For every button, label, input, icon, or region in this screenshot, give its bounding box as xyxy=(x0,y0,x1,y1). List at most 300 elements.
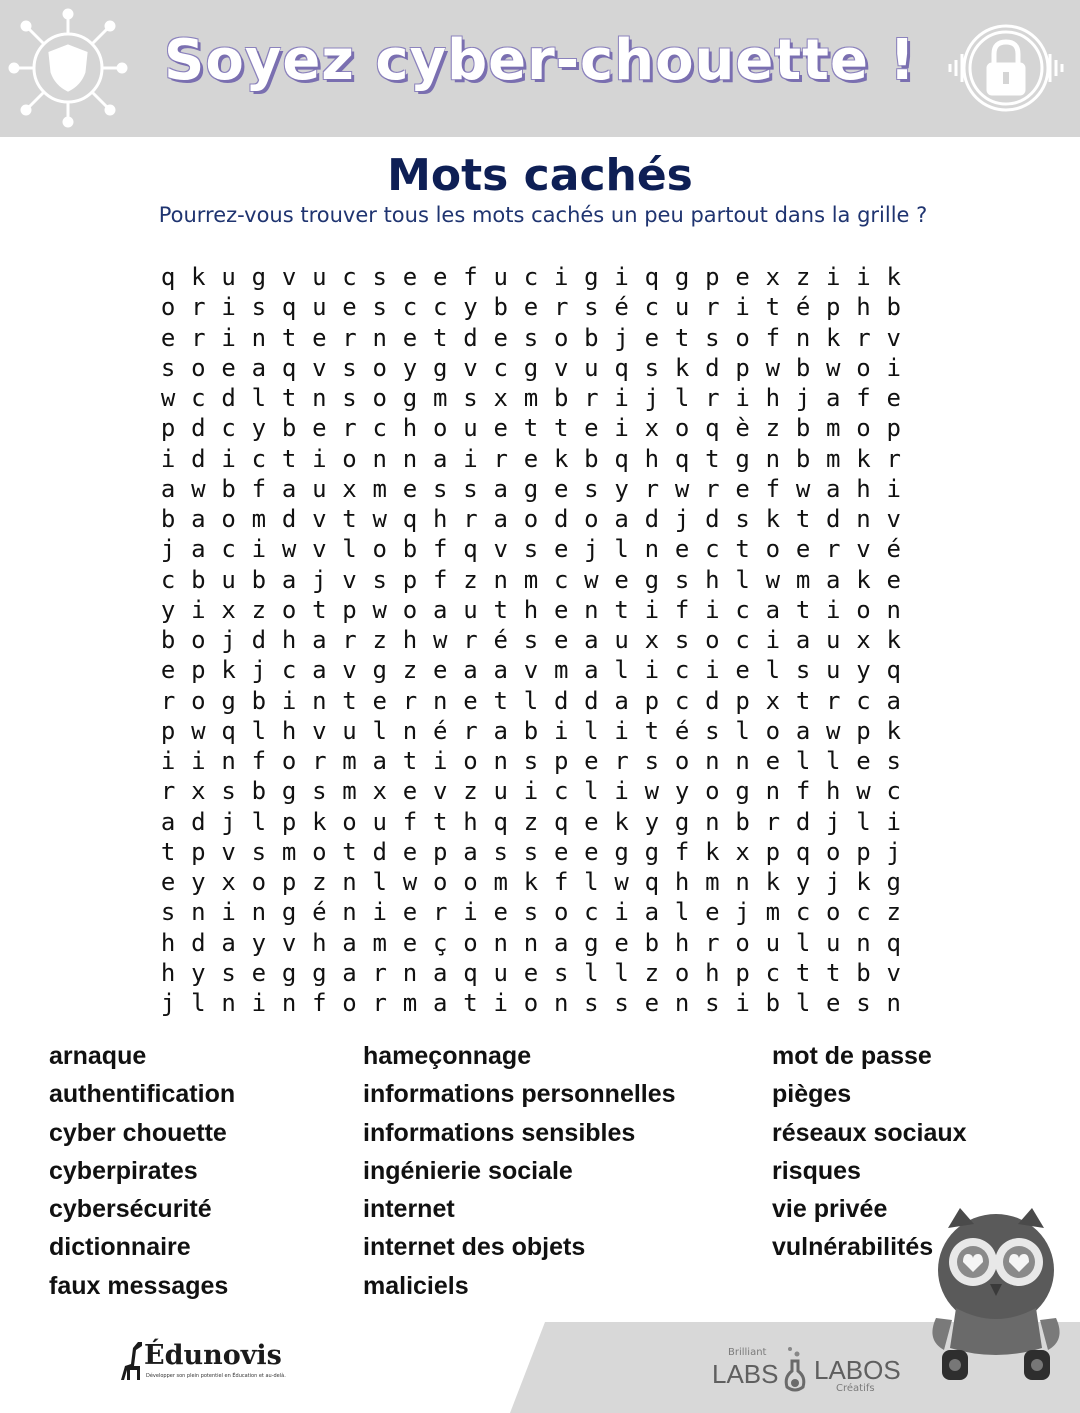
grid-letter[interactable]: g xyxy=(433,353,448,382)
grid-letter[interactable]: s xyxy=(644,747,660,775)
grid-letter[interactable]: p xyxy=(856,837,871,866)
grid-letter[interactable]: é xyxy=(614,293,629,322)
grid-letter[interactable]: i xyxy=(765,626,781,654)
grid-letter[interactable]: g xyxy=(886,868,901,896)
grid-letter[interactable]: o xyxy=(584,505,599,533)
grid-letter[interactable]: g xyxy=(584,928,599,957)
grid-letter[interactable]: o xyxy=(433,414,448,443)
grid-letter[interactable]: c xyxy=(584,898,599,927)
grid-letter[interactable]: b xyxy=(795,444,811,473)
grid-letter[interactable]: f xyxy=(402,807,418,836)
grid-letter[interactable]: u xyxy=(221,263,236,291)
grid-letter[interactable]: m xyxy=(705,868,720,896)
grid-letter[interactable]: n xyxy=(402,716,418,745)
grid-letter[interactable]: é xyxy=(433,716,448,745)
grid-letter[interactable]: k xyxy=(705,837,720,866)
grid-letter[interactable]: s xyxy=(463,474,478,503)
grid-letter[interactable]: t xyxy=(402,747,418,775)
grid-letter[interactable]: i xyxy=(705,595,720,624)
grid-letter[interactable]: x xyxy=(765,686,781,715)
grid-letter[interactable]: p xyxy=(553,747,569,775)
grid-letter[interactable]: o xyxy=(281,595,297,624)
grid-letter[interactable]: z xyxy=(463,777,478,806)
grid-letter[interactable]: a xyxy=(251,353,267,382)
grid-letter[interactable]: n xyxy=(493,928,508,957)
grid-letter[interactable]: e xyxy=(826,989,841,1017)
grid-letter[interactable]: s xyxy=(493,837,508,866)
grid-letter[interactable]: è xyxy=(735,414,750,443)
grid-letter[interactable]: i xyxy=(523,777,539,806)
grid-letter[interactable]: i xyxy=(886,353,901,382)
grid-letter[interactable]: e xyxy=(735,656,750,685)
grid-letter[interactable]: z xyxy=(463,565,478,594)
grid-letter[interactable]: j xyxy=(826,868,841,896)
grid-letter[interactable]: n xyxy=(191,898,206,927)
grid-letter[interactable]: c xyxy=(553,777,569,806)
grid-letter[interactable]: l xyxy=(372,868,387,896)
grid-letter[interactable]: j xyxy=(795,384,811,412)
grid-letter[interactable]: i xyxy=(372,898,387,927)
grid-letter[interactable]: q xyxy=(553,807,569,836)
grid-letter[interactable]: q xyxy=(795,837,811,866)
grid-letter[interactable]: b xyxy=(281,414,297,443)
grid-letter[interactable]: g xyxy=(674,263,690,291)
grid-letter[interactable]: s xyxy=(160,353,176,382)
grid-letter[interactable]: r xyxy=(886,444,901,473)
grid-letter[interactable]: o xyxy=(372,535,387,564)
grid-letter[interactable]: é xyxy=(795,293,811,322)
grid-letter[interactable]: e xyxy=(584,414,599,443)
grid-letter[interactable]: o xyxy=(312,837,327,866)
grid-letter[interactable]: t xyxy=(795,505,811,533)
grid-letter[interactable]: n xyxy=(402,958,418,987)
grid-letter[interactable]: a xyxy=(826,474,841,503)
grid-letter[interactable]: l xyxy=(251,716,267,745)
grid-letter[interactable]: b xyxy=(251,777,267,806)
grid-letter[interactable]: f xyxy=(765,474,781,503)
grid-letter[interactable]: o xyxy=(826,837,841,866)
grid-letter[interactable]: u xyxy=(463,595,478,624)
grid-letter[interactable]: a xyxy=(644,898,660,927)
grid-letter[interactable]: m xyxy=(372,928,387,957)
grid-letter[interactable]: w xyxy=(281,535,297,564)
grid-letter[interactable]: k xyxy=(856,565,871,594)
grid-letter[interactable]: c xyxy=(402,293,418,322)
grid-letter[interactable]: e xyxy=(553,595,569,624)
grid-letter[interactable]: b xyxy=(856,958,871,987)
grid-letter[interactable]: w xyxy=(644,777,660,806)
grid-letter[interactable]: l xyxy=(584,777,599,806)
grid-letter[interactable]: i xyxy=(614,716,629,745)
grid-letter[interactable]: l xyxy=(523,686,539,715)
grid-letter[interactable]: h xyxy=(644,444,660,473)
grid-letter[interactable]: e xyxy=(402,777,418,806)
grid-letter[interactable]: t xyxy=(160,837,176,866)
grid-letter[interactable]: v xyxy=(493,535,508,564)
grid-letter[interactable]: l xyxy=(191,989,206,1017)
grid-letter[interactable]: o xyxy=(705,626,720,654)
grid-letter[interactable]: q xyxy=(221,716,236,745)
grid-letter[interactable]: b xyxy=(221,474,236,503)
grid-letter[interactable]: d xyxy=(191,444,206,473)
grid-letter[interactable]: i xyxy=(191,747,206,775)
grid-letter[interactable]: e xyxy=(402,928,418,957)
grid-letter[interactable]: a xyxy=(160,807,176,836)
grid-letter[interactable]: y xyxy=(160,595,176,624)
grid-letter[interactable]: e xyxy=(312,323,327,352)
grid-letter[interactable]: l xyxy=(674,384,690,412)
grid-letter[interactable]: u xyxy=(674,293,690,322)
grid-letter[interactable]: c xyxy=(251,444,267,473)
grid-letter[interactable]: a xyxy=(191,505,206,533)
grid-letter[interactable]: p xyxy=(191,656,206,685)
grid-letter[interactable]: e xyxy=(372,686,387,715)
grid-letter[interactable]: u xyxy=(493,263,508,291)
grid-letter[interactable]: c xyxy=(856,898,871,927)
grid-letter[interactable]: g xyxy=(402,384,418,412)
grid-letter[interactable]: r xyxy=(856,323,871,352)
grid-letter[interactable]: t xyxy=(735,535,750,564)
grid-letter[interactable]: b xyxy=(644,928,660,957)
grid-letter[interactable]: d xyxy=(705,505,720,533)
grid-letter[interactable]: q xyxy=(281,353,297,382)
grid-letter[interactable]: k xyxy=(312,807,327,836)
grid-letter[interactable]: n xyxy=(372,323,387,352)
grid-letter[interactable]: v xyxy=(433,777,448,806)
grid-letter[interactable]: b xyxy=(191,565,206,594)
grid-letter[interactable]: e xyxy=(160,868,176,896)
grid-letter[interactable]: s xyxy=(523,898,539,927)
grid-letter[interactable]: p xyxy=(191,837,206,866)
grid-letter[interactable]: m xyxy=(342,747,357,775)
grid-letter[interactable]: p xyxy=(886,414,901,443)
grid-letter[interactable]: x xyxy=(644,626,660,654)
grid-letter[interactable]: n xyxy=(795,323,811,352)
grid-letter[interactable]: i xyxy=(614,777,629,806)
grid-letter[interactable]: i xyxy=(191,595,206,624)
grid-letter[interactable]: r xyxy=(191,323,206,352)
grid-letter[interactable]: r xyxy=(433,898,448,927)
grid-letter[interactable]: o xyxy=(160,293,176,322)
grid-letter[interactable]: g xyxy=(523,353,539,382)
grid-letter[interactable]: o xyxy=(735,928,750,957)
grid-letter[interactable]: e xyxy=(493,323,508,352)
grid-letter[interactable]: s xyxy=(251,293,267,322)
grid-letter[interactable]: o xyxy=(856,595,871,624)
grid-letter[interactable]: j xyxy=(674,505,690,533)
grid-letter[interactable]: s xyxy=(160,898,176,927)
grid-letter[interactable]: b xyxy=(735,807,750,836)
grid-letter[interactable]: y xyxy=(795,868,811,896)
grid-letter[interactable]: f xyxy=(674,837,690,866)
grid-letter[interactable]: l xyxy=(674,898,690,927)
grid-letter[interactable]: o xyxy=(251,868,267,896)
grid-letter[interactable]: c xyxy=(735,595,750,624)
grid-letter[interactable]: s xyxy=(584,474,599,503)
grid-letter[interactable]: s xyxy=(342,353,357,382)
grid-letter[interactable]: j xyxy=(735,898,750,927)
grid-letter[interactable]: s xyxy=(735,505,750,533)
grid-letter[interactable]: r xyxy=(644,474,660,503)
grid-letter[interactable]: w xyxy=(614,868,629,896)
grid-letter[interactable]: l xyxy=(795,989,811,1017)
grid-letter[interactable]: é xyxy=(312,898,327,927)
grid-letter[interactable]: q xyxy=(160,263,176,291)
grid-letter[interactable]: g xyxy=(251,263,267,291)
grid-letter[interactable]: h xyxy=(160,928,176,957)
grid-letter[interactable]: g xyxy=(312,958,327,987)
grid-letter[interactable]: h xyxy=(463,807,478,836)
grid-letter[interactable]: s xyxy=(584,293,599,322)
grid-letter[interactable]: v xyxy=(342,565,357,594)
grid-letter[interactable]: b xyxy=(584,323,599,352)
grid-letter[interactable]: l xyxy=(856,807,871,836)
grid-letter[interactable]: d xyxy=(221,384,236,412)
grid-letter[interactable]: p xyxy=(826,293,841,322)
grid-letter[interactable]: p xyxy=(765,837,781,866)
grid-letter[interactable]: w xyxy=(402,868,418,896)
grid-letter[interactable]: k xyxy=(886,626,901,654)
grid-letter[interactable]: t xyxy=(493,686,508,715)
grid-letter[interactable]: q xyxy=(281,293,297,322)
grid-letter[interactable]: c xyxy=(674,656,690,685)
grid-letter[interactable]: n xyxy=(372,444,387,473)
grid-letter[interactable]: o xyxy=(553,323,569,352)
grid-letter[interactable]: z xyxy=(644,958,660,987)
grid-letter[interactable]: m xyxy=(765,898,781,927)
grid-letter[interactable]: z xyxy=(312,868,327,896)
grid-letter[interactable]: l xyxy=(614,535,629,564)
grid-letter[interactable]: t xyxy=(644,716,660,745)
grid-letter[interactable]: u xyxy=(312,263,327,291)
grid-letter[interactable]: q xyxy=(493,807,508,836)
grid-letter[interactable]: q xyxy=(614,444,629,473)
grid-letter[interactable]: w xyxy=(372,505,387,533)
grid-letter[interactable]: e xyxy=(705,898,720,927)
grid-letter[interactable]: n xyxy=(221,989,236,1017)
grid-letter[interactable]: h xyxy=(705,565,720,594)
grid-letter[interactable]: r xyxy=(191,293,206,322)
grid-letter[interactable]: p xyxy=(433,837,448,866)
grid-letter[interactable]: c xyxy=(281,656,297,685)
grid-letter[interactable]: r xyxy=(765,807,781,836)
grid-letter[interactable]: n xyxy=(312,384,327,412)
grid-letter[interactable]: f xyxy=(795,777,811,806)
grid-letter[interactable]: a xyxy=(191,535,206,564)
grid-letter[interactable]: r xyxy=(160,686,176,715)
grid-letter[interactable]: c xyxy=(191,384,206,412)
grid-letter[interactable]: e xyxy=(433,263,448,291)
grid-letter[interactable]: s xyxy=(584,989,599,1017)
grid-letter[interactable]: s xyxy=(674,565,690,594)
grid-letter[interactable]: n xyxy=(705,807,720,836)
grid-letter[interactable]: p xyxy=(735,353,750,382)
grid-letter[interactable]: i xyxy=(553,263,569,291)
grid-letter[interactable]: j xyxy=(251,656,267,685)
grid-letter[interactable]: a xyxy=(614,505,629,533)
grid-letter[interactable]: a xyxy=(584,626,599,654)
grid-letter[interactable]: o xyxy=(372,353,387,382)
grid-letter[interactable]: e xyxy=(856,747,871,775)
grid-letter[interactable]: b xyxy=(402,535,418,564)
grid-letter[interactable]: o xyxy=(765,535,781,564)
grid-letter[interactable]: a xyxy=(312,656,327,685)
grid-letter[interactable]: f xyxy=(765,323,781,352)
grid-letter[interactable]: n xyxy=(402,444,418,473)
grid-letter[interactable]: g xyxy=(614,837,629,866)
grid-letter[interactable]: a xyxy=(281,565,297,594)
grid-letter[interactable]: h xyxy=(160,958,176,987)
grid-letter[interactable]: d xyxy=(372,837,387,866)
grid-letter[interactable]: c xyxy=(221,414,236,443)
grid-letter[interactable]: n xyxy=(251,323,267,352)
grid-letter[interactable]: f xyxy=(463,263,478,291)
grid-letter[interactable]: o xyxy=(342,444,357,473)
grid-letter[interactable]: e xyxy=(553,535,569,564)
grid-letter[interactable]: j xyxy=(886,837,901,866)
grid-letter[interactable]: t xyxy=(795,595,811,624)
grid-letter[interactable]: a xyxy=(765,595,781,624)
grid-letter[interactable]: n xyxy=(221,747,236,775)
grid-letter[interactable]: n xyxy=(644,535,660,564)
grid-letter[interactable]: c xyxy=(221,535,236,564)
grid-letter[interactable]: e xyxy=(735,263,750,291)
grid-letter[interactable]: m xyxy=(826,414,841,443)
grid-letter[interactable]: r xyxy=(342,414,357,443)
grid-letter[interactable]: g xyxy=(281,777,297,806)
grid-letter[interactable]: d xyxy=(191,807,206,836)
grid-letter[interactable]: v xyxy=(281,263,297,291)
grid-letter[interactable]: d xyxy=(191,414,206,443)
grid-letter[interactable]: m xyxy=(402,989,418,1017)
grid-letter[interactable]: m xyxy=(553,656,569,685)
grid-letter[interactable]: b xyxy=(160,505,176,533)
grid-letter[interactable]: d xyxy=(584,686,599,715)
grid-letter[interactable]: u xyxy=(372,807,387,836)
grid-letter[interactable]: t xyxy=(523,414,539,443)
grid-letter[interactable]: l xyxy=(584,958,599,987)
grid-letter[interactable]: o xyxy=(191,626,206,654)
grid-letter[interactable]: d xyxy=(463,323,478,352)
grid-letter[interactable]: e xyxy=(553,474,569,503)
grid-letter[interactable]: a xyxy=(221,928,236,957)
grid-letter[interactable]: i xyxy=(553,716,569,745)
grid-letter[interactable]: u xyxy=(493,958,508,987)
grid-letter[interactable]: n xyxy=(433,686,448,715)
grid-letter[interactable]: s xyxy=(523,535,539,564)
grid-letter[interactable]: a xyxy=(433,958,448,987)
grid-letter[interactable]: z xyxy=(251,595,267,624)
grid-letter[interactable]: é xyxy=(886,535,901,564)
grid-letter[interactable]: l xyxy=(584,716,599,745)
grid-letter[interactable]: y xyxy=(251,928,267,957)
grid-letter[interactable]: v xyxy=(312,716,327,745)
grid-letter[interactable]: c xyxy=(523,263,539,291)
grid-letter[interactable]: x xyxy=(221,595,236,624)
grid-letter[interactable]: o xyxy=(463,928,478,957)
grid-letter[interactable]: h xyxy=(402,626,418,654)
grid-letter[interactable]: x xyxy=(765,263,781,291)
grid-letter[interactable]: m xyxy=(281,837,297,866)
grid-letter[interactable]: n xyxy=(281,989,297,1017)
grid-letter[interactable]: r xyxy=(826,535,841,564)
grid-letter[interactable]: v xyxy=(553,353,569,382)
grid-letter[interactable]: l xyxy=(251,384,267,412)
grid-letter[interactable]: e xyxy=(523,293,539,322)
grid-letter[interactable]: o xyxy=(735,323,750,352)
grid-letter[interactable]: k xyxy=(614,807,629,836)
grid-letter[interactable]: u xyxy=(826,656,841,685)
grid-letter[interactable]: g xyxy=(372,656,387,685)
grid-letter[interactable]: i xyxy=(221,898,236,927)
grid-letter[interactable]: g xyxy=(584,263,599,291)
grid-letter[interactable]: v xyxy=(312,535,327,564)
grid-letter[interactable]: y xyxy=(674,777,690,806)
grid-letter[interactable]: e xyxy=(160,656,176,685)
grid-letter[interactable]: t xyxy=(795,686,811,715)
grid-letter[interactable]: e xyxy=(221,353,236,382)
grid-letter[interactable]: z xyxy=(402,656,418,685)
grid-letter[interactable]: h xyxy=(856,474,871,503)
grid-letter[interactable]: n xyxy=(342,868,357,896)
grid-letter[interactable]: k xyxy=(765,505,781,533)
grid-letter[interactable]: o xyxy=(705,777,720,806)
grid-letter[interactable]: b xyxy=(795,353,811,382)
grid-letter[interactable]: b xyxy=(795,414,811,443)
grid-letter[interactable]: g xyxy=(523,474,539,503)
grid-letter[interactable]: m xyxy=(523,384,539,412)
grid-letter[interactable]: t xyxy=(493,595,508,624)
grid-letter[interactable]: p xyxy=(281,868,297,896)
grid-letter[interactable]: u xyxy=(826,626,841,654)
grid-letter[interactable]: g xyxy=(735,444,750,473)
grid-letter[interactable]: h xyxy=(765,384,781,412)
grid-letter[interactable]: r xyxy=(705,928,720,957)
grid-letter[interactable]: e xyxy=(614,928,629,957)
grid-letter[interactable]: r xyxy=(584,384,599,412)
grid-letter[interactable]: p xyxy=(644,686,660,715)
grid-letter[interactable]: e xyxy=(735,474,750,503)
grid-letter[interactable]: u xyxy=(765,928,781,957)
grid-letter[interactable]: e xyxy=(584,837,599,866)
grid-letter[interactable]: j xyxy=(221,626,236,654)
grid-letter[interactable]: n xyxy=(312,686,327,715)
grid-letter[interactable]: y xyxy=(856,656,871,685)
grid-letter[interactable]: g xyxy=(644,837,660,866)
grid-letter[interactable]: g xyxy=(674,807,690,836)
grid-letter[interactable]: r xyxy=(342,626,357,654)
grid-letter[interactable]: y xyxy=(402,353,418,382)
grid-letter[interactable]: o xyxy=(674,958,690,987)
grid-letter[interactable]: h xyxy=(674,868,690,896)
grid-letter[interactable]: t xyxy=(826,958,841,987)
grid-letter[interactable]: p xyxy=(856,716,871,745)
grid-letter[interactable]: i xyxy=(251,989,267,1017)
grid-letter[interactable]: k xyxy=(826,323,841,352)
grid-letter[interactable]: d xyxy=(281,505,297,533)
grid-letter[interactable]: e xyxy=(402,323,418,352)
grid-letter[interactable]: r xyxy=(372,989,387,1017)
grid-letter[interactable]: r xyxy=(312,747,327,775)
grid-letter[interactable]: c xyxy=(493,353,508,382)
grid-letter[interactable]: j xyxy=(826,807,841,836)
grid-letter[interactable]: s xyxy=(372,565,387,594)
grid-letter[interactable]: i xyxy=(221,444,236,473)
grid-letter[interactable]: a xyxy=(553,928,569,957)
grid-letter[interactable]: j xyxy=(644,384,660,412)
grid-letter[interactable]: l xyxy=(735,716,750,745)
grid-letter[interactable]: z xyxy=(795,263,811,291)
